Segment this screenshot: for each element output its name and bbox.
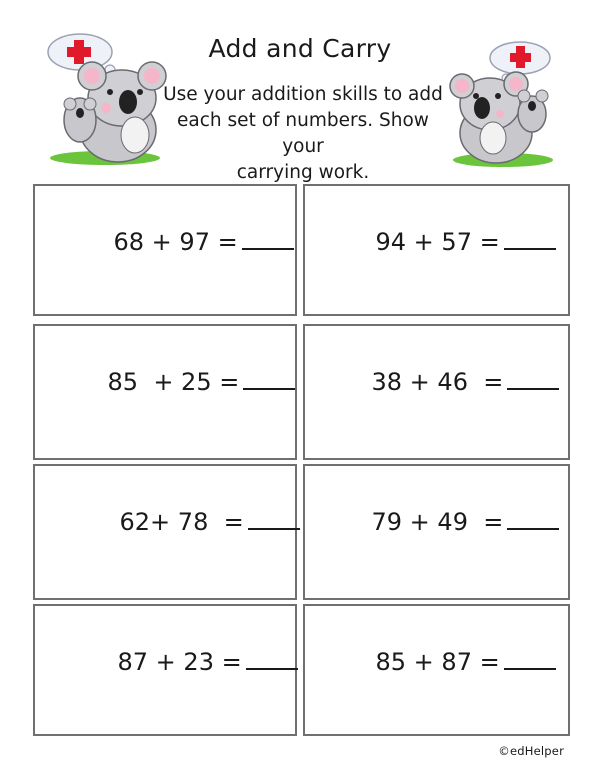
- answer-blank[interactable]: [243, 370, 295, 390]
- worksheet-title: Add and Carry: [208, 34, 392, 63]
- problem-text: 85 + 25 =: [107, 368, 240, 396]
- problem-box-6[interactable]: [303, 464, 570, 600]
- problem-2: [305, 200, 600, 284]
- problem-text: 68 + 97 =: [113, 228, 238, 256]
- copyright-credit: ©edHelper: [498, 744, 564, 758]
- problem-box-1[interactable]: [33, 184, 297, 316]
- problem-box-4[interactable]: [303, 324, 570, 460]
- answer-blank[interactable]: [242, 230, 294, 250]
- problem-box-2[interactable]: [303, 184, 570, 316]
- problem-3: [35, 340, 337, 424]
- problem-box-7[interactable]: [33, 604, 297, 736]
- problem-8: [305, 620, 600, 704]
- problem-6: [305, 480, 600, 564]
- problem-box-5[interactable]: [33, 464, 297, 600]
- answer-blank[interactable]: [507, 370, 559, 390]
- instructions-line: Use your addition skills to add: [163, 84, 443, 105]
- answer-blank[interactable]: [507, 510, 559, 530]
- answer-blank[interactable]: [248, 510, 300, 530]
- problem-7: [35, 620, 347, 704]
- problem-text: 62+ 78 =: [119, 508, 244, 536]
- problem-text: 87 + 23 =: [117, 648, 242, 676]
- problem-1: [35, 200, 343, 284]
- problem-4: [305, 340, 600, 424]
- answer-blank[interactable]: [504, 230, 556, 250]
- instructions: [158, 82, 448, 186]
- problem-text: 94 + 57 =: [375, 228, 500, 256]
- instructions-line: carrying work.: [236, 162, 370, 183]
- problem-text: 38 + 46 =: [371, 368, 504, 396]
- problem-text: 85 + 87 =: [375, 648, 500, 676]
- answer-blank[interactable]: [504, 650, 556, 670]
- problem-box-8[interactable]: [303, 604, 570, 736]
- problem-box-3[interactable]: [33, 324, 297, 460]
- instructions-line: each set of numbers. Show your: [177, 110, 429, 157]
- problem-text: 79 + 49 =: [371, 508, 504, 536]
- problem-5: [35, 480, 349, 564]
- answer-blank[interactable]: [246, 650, 298, 670]
